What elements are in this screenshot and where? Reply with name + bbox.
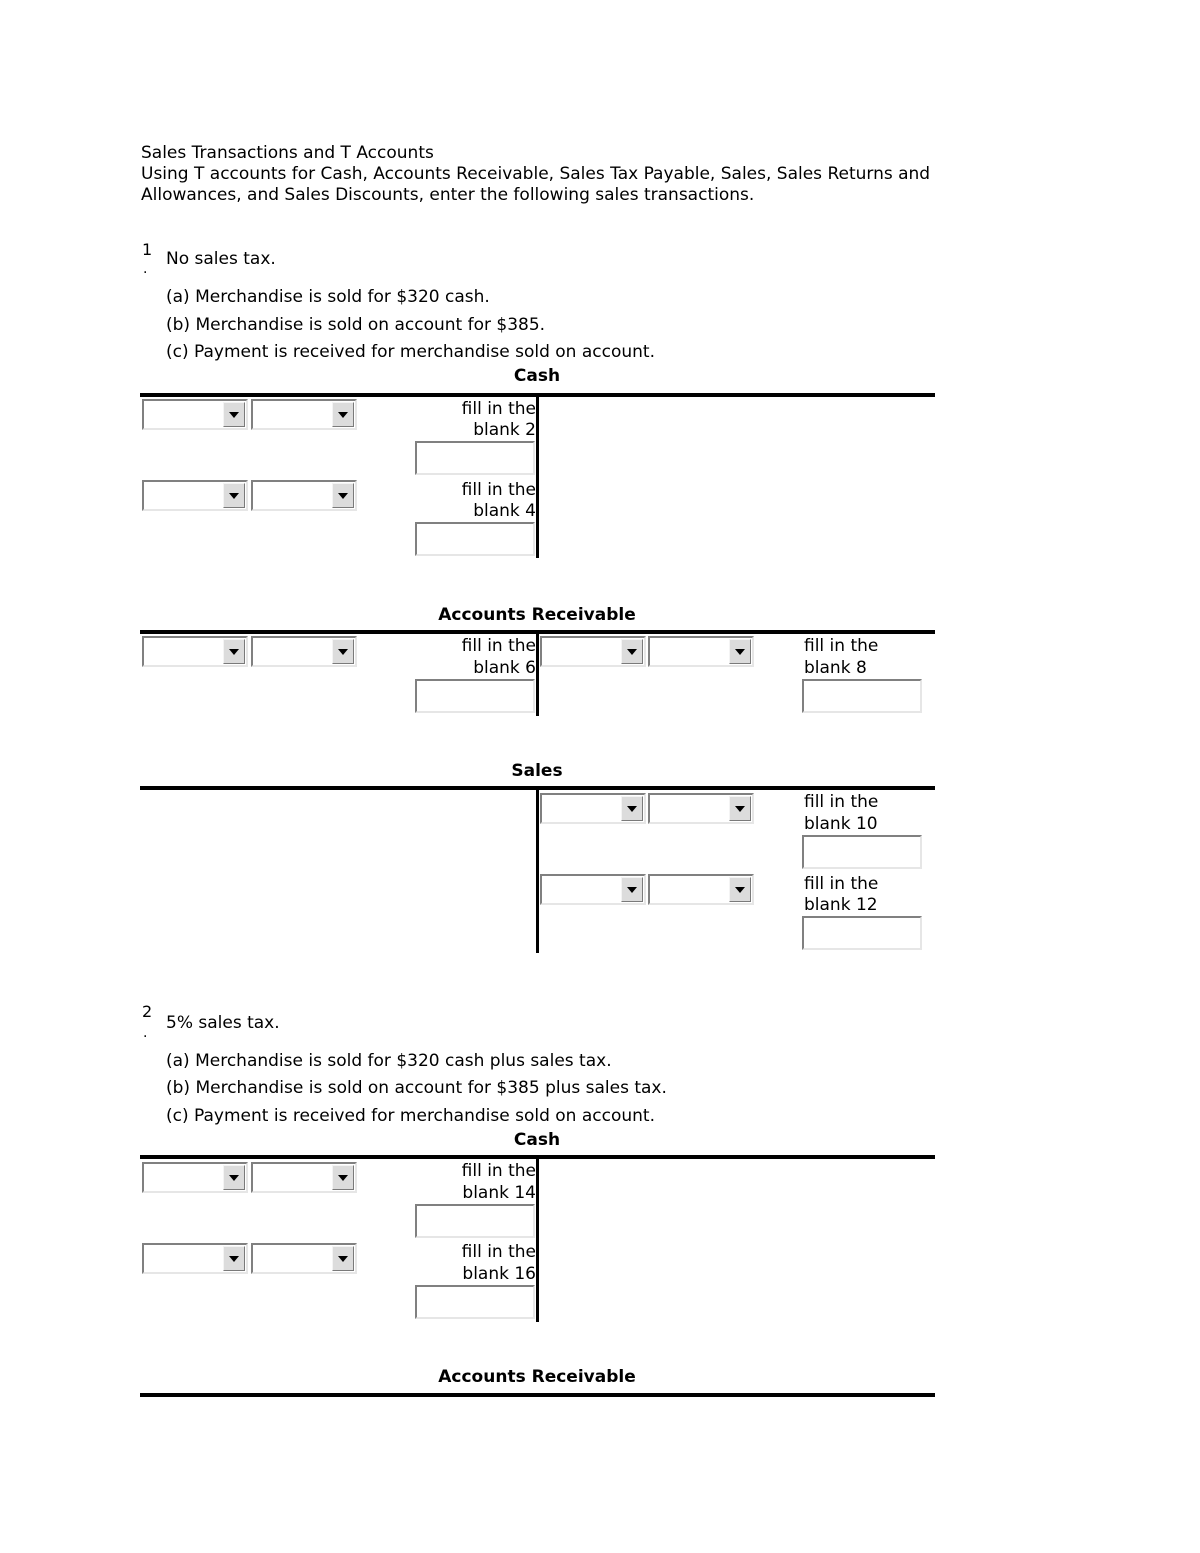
q2-cash-debit-2-account-select[interactable] (142, 1243, 248, 1274)
chevron-down-icon[interactable] (332, 483, 354, 508)
page-title: Sales Transactions and T Accounts (141, 143, 434, 163)
blank-6-label-line-1: fill in the (461, 636, 536, 656)
q1-cash-debit-1-ref-select[interactable] (251, 399, 357, 430)
q1-ar-credit-account-select[interactable] (540, 636, 646, 667)
blank-12-label-line-1: fill in the (804, 874, 879, 894)
blank-14-label-line-2: blank 14 (462, 1183, 536, 1203)
chevron-down-icon[interactable] (729, 796, 751, 821)
q1-sales-credit-2-account-select[interactable] (540, 874, 646, 905)
question-1-item-c: (c) Payment is received for merchandise sold on account. (166, 342, 655, 362)
q1-ar-debit-ref-select[interactable] (251, 636, 357, 667)
q1-ar-debit-account-select[interactable] (142, 636, 248, 667)
question-2-prompt: 5% sales tax. (166, 1013, 280, 1033)
q2-cash-debit-1-ref-select[interactable] (251, 1162, 357, 1193)
chevron-down-icon[interactable] (621, 796, 643, 821)
q1-ar-divider (536, 633, 539, 716)
chevron-down-icon[interactable] (332, 1165, 354, 1190)
q1-cash-debit-1-account-select[interactable] (142, 399, 248, 430)
q2-cash-title: Cash (513, 1130, 561, 1150)
q1-sales-credit-2-ref-select[interactable] (648, 874, 754, 905)
question-2-number: 2 (142, 1002, 153, 1021)
blank-16-input[interactable] (415, 1285, 535, 1319)
question-1-number: 1 (142, 240, 153, 259)
chevron-down-icon[interactable] (332, 402, 354, 427)
question-1-dot: . (143, 261, 148, 277)
q1-sales-title: Sales (511, 761, 563, 781)
blank-10-input[interactable] (802, 835, 922, 869)
blank-2-label-line-1: fill in the (461, 399, 536, 419)
q2-ar-top-rule (140, 1393, 935, 1397)
chevron-down-icon[interactable] (621, 639, 643, 664)
question-2-dot: . (143, 1025, 148, 1041)
blank-8-input[interactable] (802, 679, 922, 713)
q2-cash-divider (536, 1158, 539, 1322)
blank-8-label-line-1: fill in the (804, 636, 879, 656)
blank-2-input[interactable] (415, 441, 535, 475)
q2-ar-title: Accounts Receivable (438, 1367, 636, 1387)
blank-4-input[interactable] (415, 522, 535, 556)
question-2-item-c: (c) Payment is received for merchandise sold on account. (166, 1106, 655, 1126)
blank-16-label-line-2: blank 16 (462, 1264, 536, 1284)
chevron-down-icon[interactable] (621, 877, 643, 902)
chevron-down-icon[interactable] (223, 1165, 245, 1190)
question-1-item-a: (a) Merchandise is sold for $320 cash. (166, 287, 490, 307)
q1-sales-credit-1-account-select[interactable] (540, 793, 646, 824)
chevron-down-icon[interactable] (332, 1246, 354, 1271)
blank-12-label-line-2: blank 12 (804, 895, 878, 915)
q1-cash-debit-2-account-select[interactable] (142, 480, 248, 511)
q2-cash-debit-1-account-select[interactable] (142, 1162, 248, 1193)
blank-10-label-line-1: fill in the (804, 792, 879, 812)
blank-12-input[interactable] (802, 916, 922, 950)
chevron-down-icon[interactable] (223, 483, 245, 508)
question-2-item-a: (a) Merchandise is sold for $320 cash plus sales tax. (166, 1051, 612, 1071)
blank-8-label-line-2: blank 8 (804, 658, 867, 678)
question-1-item-b: (b) Merchandise is sold on account for $385. (166, 315, 546, 335)
blank-4-label-line-1: fill in the (461, 480, 536, 500)
blank-14-label-line-1: fill in the (461, 1161, 536, 1181)
chevron-down-icon[interactable] (223, 402, 245, 427)
q1-sales-divider (536, 789, 539, 953)
instructions-line-2: Allowances, and Sales Discounts, enter the following sales transactions. (141, 185, 755, 205)
q1-cash-debit-2-ref-select[interactable] (251, 480, 357, 511)
blank-4-label-line-2: blank 4 (473, 501, 536, 521)
chevron-down-icon[interactable] (223, 1246, 245, 1271)
chevron-down-icon[interactable] (729, 639, 751, 664)
q1-cash-divider (536, 396, 539, 558)
q1-cash-title: Cash (513, 366, 561, 386)
chevron-down-icon[interactable] (223, 639, 245, 664)
q1-sales-credit-1-ref-select[interactable] (648, 793, 754, 824)
q1-ar-title: Accounts Receivable (438, 605, 636, 625)
blank-10-label-line-2: blank 10 (804, 814, 878, 834)
question-1-prompt: No sales tax. (166, 249, 276, 269)
blank-6-label-line-2: blank 6 (473, 658, 536, 678)
blank-2-label-line-2: blank 2 (473, 420, 536, 440)
q2-cash-debit-2-ref-select[interactable] (251, 1243, 357, 1274)
chevron-down-icon[interactable] (332, 639, 354, 664)
blank-16-label-line-1: fill in the (461, 1242, 536, 1262)
chevron-down-icon[interactable] (729, 877, 751, 902)
blank-6-input[interactable] (415, 679, 535, 713)
question-2-item-b: (b) Merchandise is sold on account for $385 plus sales tax. (166, 1078, 667, 1098)
q1-ar-credit-ref-select[interactable] (648, 636, 754, 667)
instructions-line-1: Using T accounts for Cash, Accounts Receivable, Sales Tax Payable, Sales, Sales Returns and (141, 164, 931, 184)
blank-14-input[interactable] (415, 1204, 535, 1238)
